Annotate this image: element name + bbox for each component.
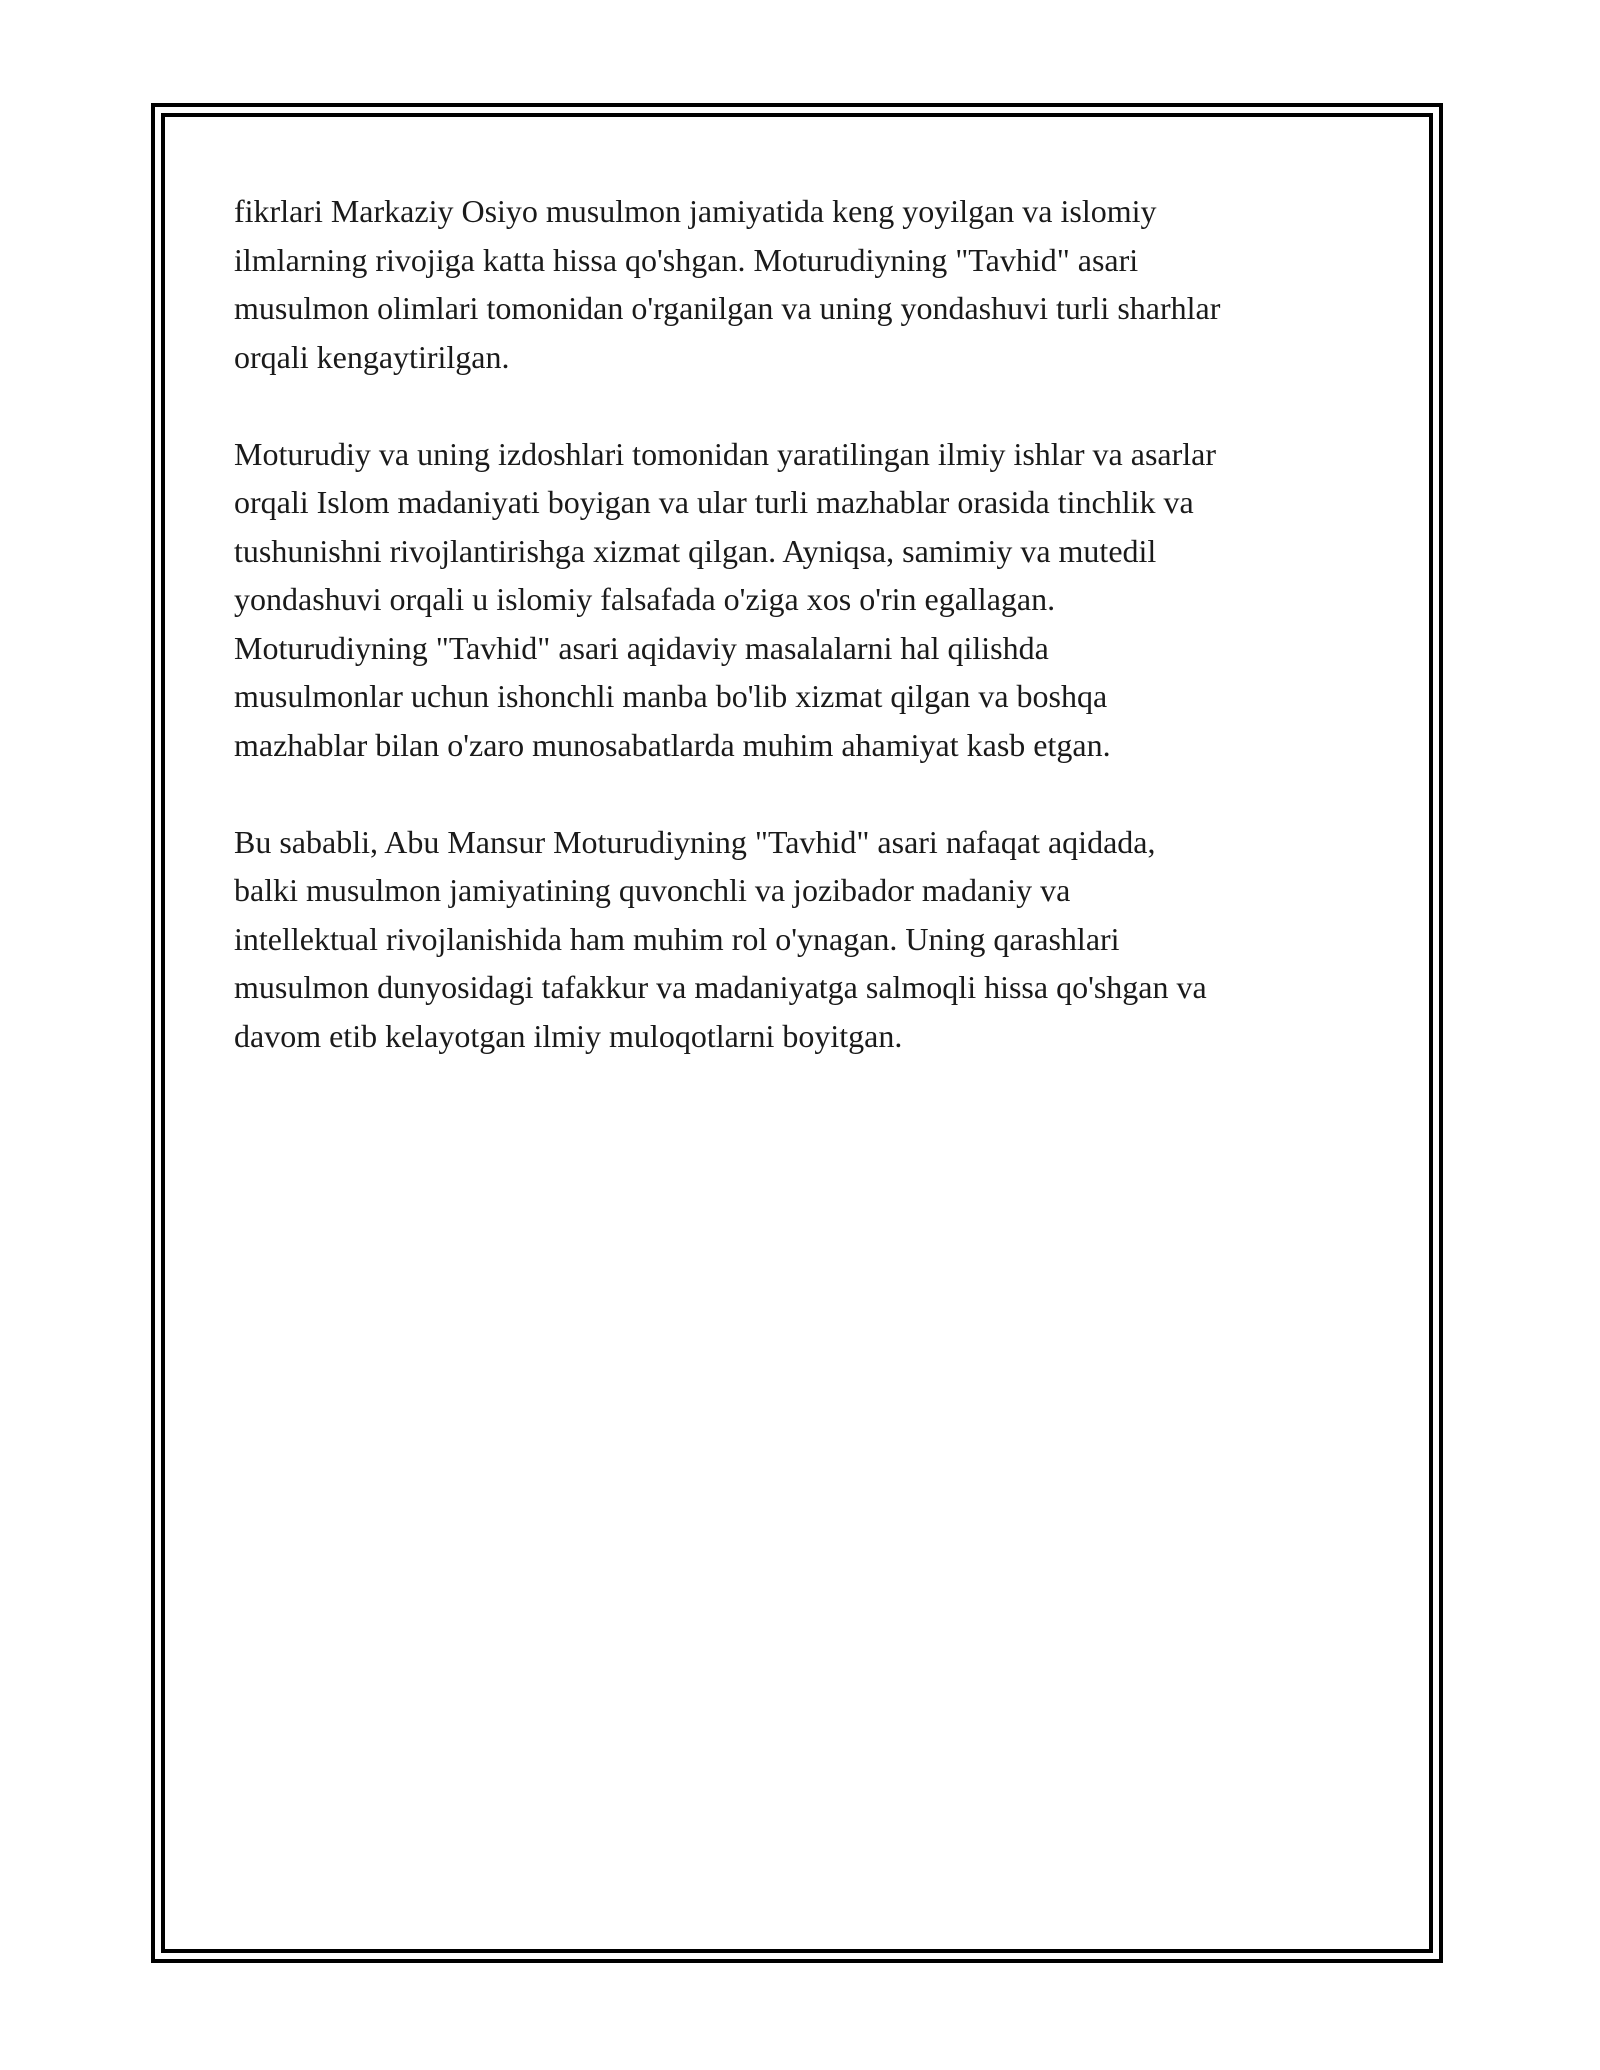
paragraph-2 [234, 430, 1384, 770]
text-line: davom etib kelayotgan ilmiy muloqotlarni boyitgan. [234, 1017, 903, 1054]
text-line: mazhablar bilan o'zaro munosabatlarda muhim ahamiyat kasb etgan. [234, 726, 1111, 763]
text-line: intellektual rivojlanishida ham muhim rol o'ynagan. Uning qarashlari [234, 920, 1120, 957]
text-line: ilmlarning rivojiga katta hissa qo'shgan. Moturudiyning "Tavhid" asari [234, 241, 1139, 278]
text-line: Moturudiyning "Tavhid" asari aqidaviy masalalarni hal qilishda [234, 629, 1049, 666]
text-line: balki musulmon jamiyatining quvonchli va jozibador madaniy va [234, 872, 1071, 908]
text-line: orqali Islom madaniyati boyigan va ular turli mazhablar orasida tinchlik va [234, 484, 1194, 520]
text-line: musulmon olimlari tomonidan o'rganilgan va uning yondashuvi turli sharhlar [234, 290, 1221, 326]
paragraph-3 [234, 818, 1384, 1061]
text-line: Bu sababli, Abu Mansur Moturudiyning "Tavhid" asari nafaqat aqidada, [234, 823, 1156, 860]
paragraph-1 [234, 187, 1384, 381]
text-line: tushunishni rivojlantirishga xizmat qilgan. Ayniqsa, samimiy va mutedil [234, 532, 1157, 569]
text-line: fikrlari Markaziy Osiyo musulmon jamiyatida keng yoyilgan va islomiy [234, 193, 1157, 229]
text-line: musulmonlar uchun ishonchli manba bo'lib xizmat qilgan va boshqa [234, 678, 1108, 714]
text-line: yondashuvi orqali u islomiy falsafada o'ziga xos o'rin egallagan. [234, 581, 1056, 617]
text-line: orqali kengaytirilgan. [234, 338, 510, 375]
text-line: Moturudiy va uning izdoshlari tomonidan yaratilingan ilmiy ishlar va asarlar [234, 435, 1216, 472]
text-line: musulmon dunyosidagi tafakkur va madaniyatga salmoqli hissa qo'shgan va [234, 969, 1207, 1005]
document-body [234, 187, 1384, 1109]
